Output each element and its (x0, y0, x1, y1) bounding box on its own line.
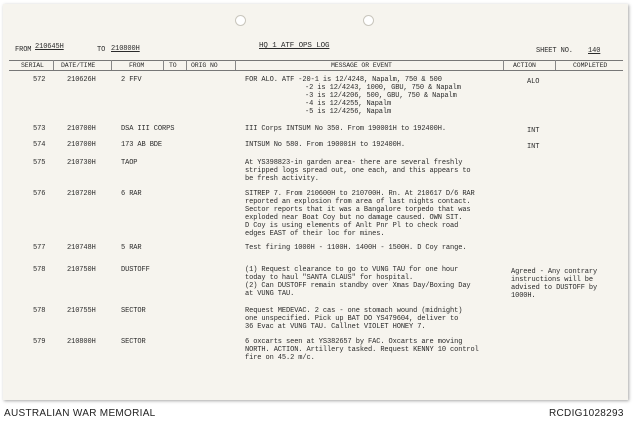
entry-from: 2 FFV (121, 76, 142, 84)
entry-message-line: FOR ALO. ATF -20-1 is 12/4248, Napalm, 750 & 500 (245, 76, 442, 84)
entry-from: DUSTOFF (121, 266, 150, 274)
entry-from: 6 RAR (121, 190, 142, 198)
entry-serial: 576 (33, 190, 46, 198)
col-header-to: TO (169, 62, 177, 69)
entry-message-line: Test firing 1000H - 1100H. 1400H - 1500H. D Coy range. (245, 244, 467, 252)
entry-datetime: 210755H (67, 307, 96, 315)
entry-datetime: 210700H (67, 141, 96, 149)
from-label: FROM (15, 46, 32, 54)
entry-message-line: -5 is 12/4256, Napalm (305, 108, 392, 116)
entry-action: ALO (527, 78, 540, 86)
entry-message-line: Request MEDEVAC. 2 cas - one stomach wound (midnight) (245, 307, 463, 315)
entry-serial: 578 (33, 307, 46, 315)
entry-from: SECTOR (121, 307, 146, 315)
entry-action: Agreed - Any contrary (511, 268, 598, 276)
entry-message-line: exploded near Boat Coy but no damage caused. OWN SIT. (245, 214, 463, 222)
entry-action: 1000H. (511, 292, 536, 300)
entry-message-line: 36 Evac at VUNG TAU. Callnet VIOLET HONEY 7. (245, 323, 426, 331)
entry-message-line: today to haul "SANTA CLAUS" for hospital. (245, 274, 414, 282)
entry-message-line: Sector reports that it was a Bangalore torpedo that was (245, 206, 471, 214)
entry-message-line: (1) Request clearance to go to VUNG TAU for one hour (245, 266, 459, 274)
col-header-orig-no: ORIG NO (191, 62, 218, 69)
entry-serial: 575 (33, 159, 46, 167)
entry-datetime: 210800H (67, 338, 96, 346)
entry-action: instructions will be (511, 276, 594, 284)
entry-message-line: III Corps INTSUM No 350. From 190001H to 192400H. (245, 125, 446, 133)
entry-from: 5 RAR (121, 244, 142, 252)
entry-message-line: edges EAST of their loc for mines. (245, 230, 385, 238)
entry-message-line: one unspecified. Pick up BAT DO YS479604, deliver to (245, 315, 459, 323)
col-header-from: FROM (129, 62, 145, 69)
punch-hole (363, 15, 374, 26)
entry-message-line: be fresh activity. (245, 175, 319, 183)
sheet-value: 140 (588, 47, 601, 55)
entry-message-line: -2 is 12/4243, 1000, GBU, 750 & Napalm (305, 84, 461, 92)
col-header-message: MESSAGE OR EVENT (331, 62, 392, 69)
header-rule-bottom (9, 70, 623, 71)
entry-datetime: 210748H (67, 244, 96, 252)
log-sheet (3, 4, 628, 400)
entry-message-line: INTSUM No 580. From 190001H to 192400H. (245, 141, 405, 149)
entry-action: INT (527, 143, 540, 151)
entry-datetime: 210730H (67, 159, 96, 167)
entry-message-line: reported an explosion from area of last nights contact. (245, 198, 471, 206)
entry-serial: 573 (33, 125, 46, 133)
entry-from: SECTOR (121, 338, 146, 346)
col-header-completed: COMPLETED (573, 62, 608, 69)
sheet-label: SHEET NO. (536, 47, 573, 55)
to-value: 210800H (111, 45, 140, 53)
entry-from: TAOP (121, 159, 138, 167)
entry-from: DSA III CORPS (121, 125, 175, 133)
entry-message-line: fire on 45.2 m/c. (245, 354, 315, 362)
punch-hole (235, 15, 246, 26)
entry-serial: 578 (33, 266, 46, 274)
col-header-action: ACTION (513, 62, 536, 69)
entry-message-line: (2) Can DUSTOFF remain standby over Xmas Day/Boxing Day (245, 282, 471, 290)
document-id: RCDIG1028293 (549, 408, 624, 419)
entry-datetime: 210720H (67, 190, 96, 198)
entry-datetime: 210626H (67, 76, 96, 84)
from-value: 210645H (35, 43, 64, 51)
entry-serial: 574 (33, 141, 46, 149)
entry-serial: 577 (33, 244, 46, 252)
entry-from: 173 AB BDE (121, 141, 163, 149)
archive-credit: AUSTRALIAN WAR MEMORIAL (4, 408, 156, 419)
entry-message-line: SITREP 7. From 210600H to 210700H. Rn. At 210617 D/6 RAR (245, 190, 475, 198)
entry-action: INT (527, 127, 540, 135)
entry-message-line: at VUNG TAU. (245, 290, 295, 298)
entry-message-line: D Coy is using elements of Anlt Pnr Pl to check road (245, 222, 459, 230)
entry-message-line: NORTH. ACTION. Artillery tasked. Request KENNY 10 control (245, 346, 479, 354)
entry-message-line: At YS398823-in garden area- there are several freshly (245, 159, 463, 167)
entry-serial: 572 (33, 76, 46, 84)
col-header-serial: SERIAL (21, 62, 44, 69)
to-label: TO (97, 46, 106, 54)
entry-serial: 579 (33, 338, 46, 346)
entry-datetime: 210750H (67, 266, 96, 274)
entry-message-line: -3 is 12/4206, 500, GBU, 750 & Napalm (305, 92, 457, 100)
log-title: HQ 1 ATF OPS LOG (259, 42, 330, 50)
entry-message-line: 6 oxcarts seen at YS382657 by FAC. Oxcarts are moving (245, 338, 463, 346)
col-header-datetime: DATE/TIME (61, 62, 96, 69)
entry-message-line: -4 is 12/4255, Napalm (305, 100, 392, 108)
entry-datetime: 210700H (67, 125, 96, 133)
entry-action: advised to DUSTOFF by (511, 284, 598, 292)
header-rule-top (9, 60, 623, 61)
entry-message-line: stripped logs spread out, one each, and this appears to (245, 167, 471, 175)
